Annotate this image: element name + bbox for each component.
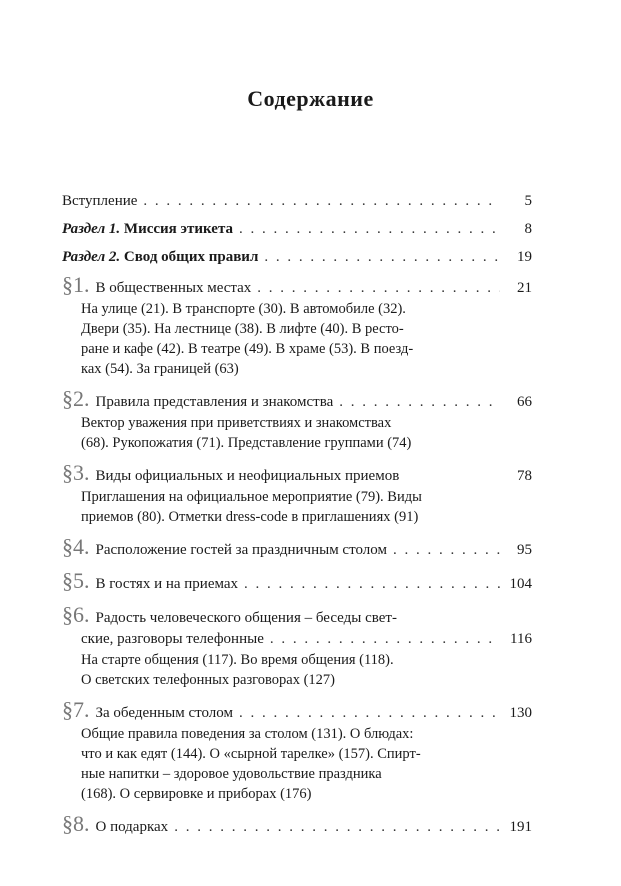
part-prefix: Раздел 1. — [62, 221, 121, 237]
subtopic-line: приемов (80). Отметки dress-code в приглашениях (91) — [81, 509, 419, 525]
page-number: 66 — [517, 394, 532, 410]
page-number: 5 — [524, 193, 532, 209]
dot-leader — [143, 190, 500, 212]
section-sign: §1. — [62, 272, 90, 297]
subtopic-line: Вектор уважения при приветствиях и знакомствах — [81, 415, 392, 431]
table-of-contents — [62, 190, 532, 847]
toc-entry-part-2[interactable] — [62, 246, 532, 268]
subtopic-line: Двери (35). На лестнице (38). В лифте (40). В ресто- — [81, 321, 404, 337]
section-sign: §7. — [62, 697, 90, 722]
section-subtopics — [62, 650, 532, 690]
section-sign: §4. — [62, 534, 90, 559]
page-number: 116 — [510, 631, 532, 647]
part-title: Свод общих правил — [123, 249, 259, 265]
dot-leader — [174, 817, 500, 838]
toc-entry-section-4[interactable] — [62, 536, 532, 561]
page-number: 191 — [509, 819, 532, 835]
section-title-line-2: ские, разговоры телефонные — [81, 631, 264, 647]
page-number: 21 — [517, 280, 532, 296]
section-title: Виды официальных и неофициальных приемов — [95, 468, 400, 484]
toc-entry-section-6[interactable] — [62, 604, 532, 690]
dot-leader — [270, 629, 500, 650]
toc-entry-part-1[interactable] — [62, 218, 532, 240]
toc-entry-intro[interactable] — [62, 190, 532, 212]
section-subtopics — [62, 724, 532, 804]
subtopic-line: ные напитки – здоровое удовольствие праздника — [81, 766, 382, 782]
toc-entry-section-7[interactable] — [62, 699, 532, 804]
subtopic-line: (168). О сервировке и приборах (176) — [81, 786, 312, 802]
dot-leader — [339, 392, 500, 413]
toc-entry-section-1[interactable] — [62, 274, 532, 379]
section-title: Расположение гостей за праздничным столом — [95, 542, 387, 558]
subtopic-line: (68). Рукопожатия (71). Представление группами (74) — [81, 435, 412, 451]
section-title: Правила представления и знакомства — [95, 394, 334, 410]
toc-entry-section-8[interactable] — [62, 813, 532, 838]
subtopic-line: На улице (21). В транспорте (30). В автомобиле (32). — [81, 301, 406, 317]
subtopic-line: На старте общения (117). Во время общения (118). — [81, 652, 394, 668]
section-title: За обеденным столом — [95, 705, 233, 721]
subtopic-line: О светских телефонных разговорах (127) — [81, 672, 335, 688]
page-title: Содержание — [247, 86, 374, 111]
part-prefix: Раздел 2. — [62, 249, 121, 265]
subtopic-line: ках (54). За границей (63) — [81, 361, 239, 377]
section-title-line-1: Радость человеческого общения – беседы свет- — [95, 610, 397, 626]
subtopic-line: Общие правила поведения за столом (131). О блюдах: — [81, 726, 414, 742]
part-title: Миссия этикета — [123, 221, 234, 237]
subtopic-line: что и как едят (144). О «сырной тарелке» (157). Спирт- — [81, 746, 421, 762]
dot-leader — [244, 574, 500, 595]
toc-entry-section-3[interactable] — [62, 462, 532, 527]
page-number: 130 — [509, 705, 532, 721]
subtopic-line: ране и кафе (42). В театре (49). В храме (53). В поезд- — [81, 341, 414, 357]
section-subtopics — [62, 487, 532, 527]
section-title: В общественных местах — [95, 280, 252, 296]
toc-entry-label: Вступление — [62, 193, 138, 209]
section-title: О подарках — [95, 819, 169, 835]
dot-leader — [257, 278, 500, 299]
dot-leader — [264, 246, 500, 268]
section-sign: §8. — [62, 811, 90, 836]
page-number: 104 — [509, 576, 532, 592]
dot-leader — [239, 703, 500, 724]
page-number: 8 — [524, 221, 532, 237]
toc-entry-section-2[interactable] — [62, 388, 532, 453]
section-sign: §5. — [62, 568, 90, 593]
section-subtopics — [62, 413, 532, 453]
page-number: 78 — [517, 468, 532, 484]
section-sign: §2. — [62, 386, 90, 411]
page-number: 19 — [517, 249, 532, 265]
section-subtopics — [62, 299, 532, 379]
section-sign: §6. — [62, 602, 90, 627]
toc-entry-section-5[interactable] — [62, 570, 532, 595]
dot-leader — [239, 218, 500, 240]
section-sign: §3. — [62, 460, 90, 485]
section-title: В гостях и на приемах — [95, 576, 239, 592]
subtopic-line: Приглашения на официальное мероприятие (79). Виды — [81, 489, 422, 505]
page-number: 95 — [517, 542, 532, 558]
dot-leader — [393, 540, 500, 561]
